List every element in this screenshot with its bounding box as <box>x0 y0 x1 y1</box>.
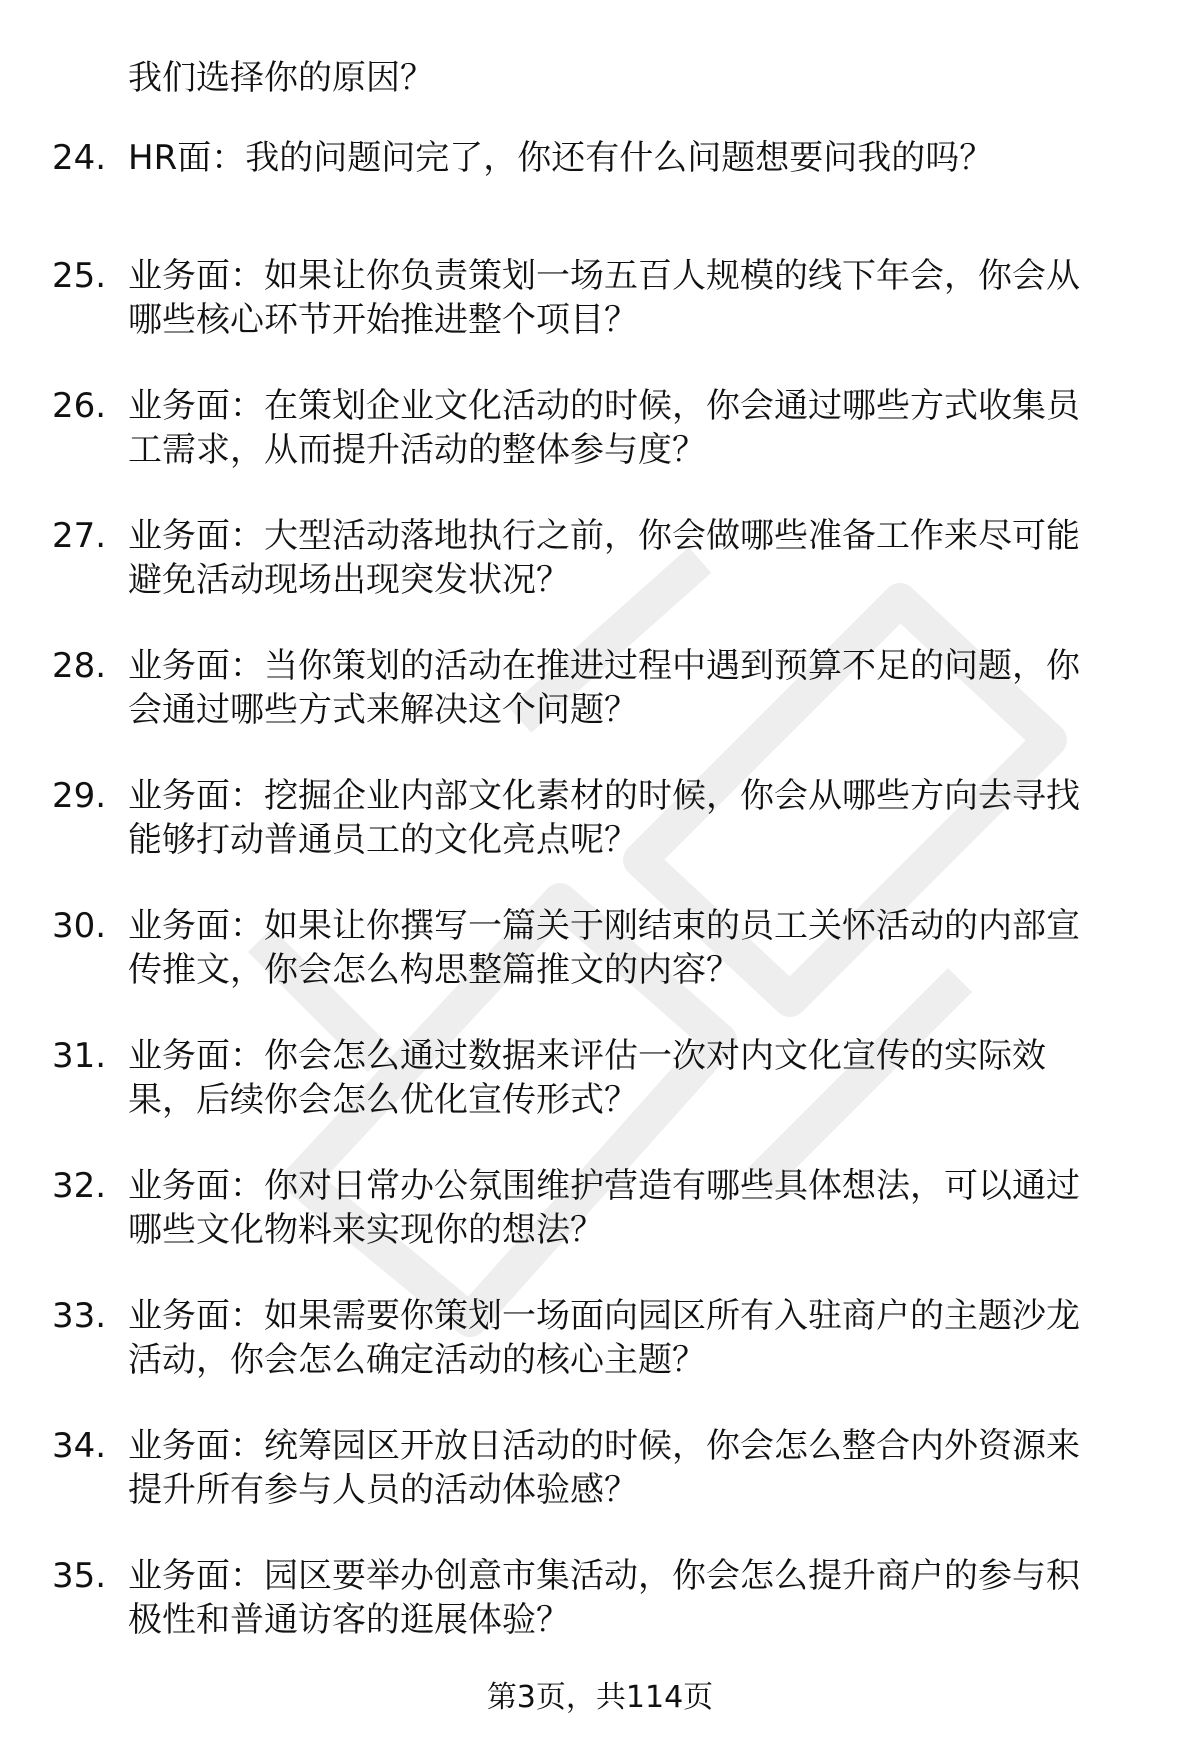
page-indicator: 第3页，共114页 <box>486 1680 714 1715</box>
question-number: 27. <box>52 516 107 556</box>
question-number: 35. <box>52 1556 107 1596</box>
question-line: 避免活动现场出现突发状况？ <box>128 560 570 600</box>
question-number: 29. <box>52 776 107 816</box>
question-number: 32. <box>52 1166 107 1206</box>
question-text <box>128 514 1148 602</box>
question-number: 25. <box>52 256 107 296</box>
question-line: 业务面：园区要举办创意市集活动，你会怎么提升商户的参与积 <box>128 1556 1080 1596</box>
question-number: 31. <box>52 1036 107 1076</box>
question-line: 业务面：大型活动落地执行之前，你会做哪些准备工作来尽可能 <box>128 516 1080 556</box>
lead-line: 我们选择你的原因？ <box>128 58 434 98</box>
question-line: 提升所有参与人员的活动体验感？ <box>128 1470 638 1510</box>
question-item <box>0 254 1200 384</box>
question-text <box>128 136 1148 180</box>
question-item <box>0 1164 1200 1294</box>
question-line: 业务面：统筹园区开放日活动的时候，你会怎么整合内外资源来 <box>128 1426 1080 1466</box>
question-line: 业务面：如果让你负责策划一场五百人规模的线下年会，你会从 <box>128 256 1080 296</box>
question-line: 果，后续你会怎么优化宣传形式？ <box>128 1080 638 1120</box>
question-list <box>0 136 1200 1684</box>
question-item <box>0 774 1200 904</box>
question-line: 活动，你会怎么确定活动的核心主题？ <box>128 1340 706 1380</box>
question-line: 业务面：挖掘企业内部文化素材的时候，你会从哪些方向去寻找 <box>128 776 1080 816</box>
question-text <box>128 384 1148 472</box>
question-item <box>0 1554 1200 1684</box>
question-text <box>128 1294 1148 1382</box>
question-line: 传推文，你会怎么构思整篇推文的内容？ <box>128 950 740 990</box>
question-line: 极性和普通访客的逛展体验？ <box>128 1600 570 1640</box>
question-number: 26. <box>52 386 107 426</box>
question-text <box>128 644 1148 732</box>
question-line: 业务面：你会怎么通过数据来评估一次对内文化宣传的实际效 <box>128 1036 1046 1076</box>
question-number: 24. <box>52 138 107 178</box>
question-line: 业务面：当你策划的活动在推进过程中遇到预算不足的问题，你 <box>128 646 1080 686</box>
question-number: 30. <box>52 906 107 946</box>
question-number: 33. <box>52 1296 107 1336</box>
question-line: 会通过哪些方式来解决这个问题？ <box>128 690 638 730</box>
question-line: HR面：我的问题问完了，你还有什么问题想要问我的吗？ <box>128 138 994 178</box>
question-line: 哪些核心环节开始推进整个项目？ <box>128 300 638 340</box>
question-text <box>128 904 1148 992</box>
question-line: 能够打动普通员工的文化亮点呢？ <box>128 820 638 860</box>
question-item <box>0 1424 1200 1554</box>
question-text <box>128 774 1148 862</box>
question-item <box>0 644 1200 774</box>
question-line: 业务面：如果让你撰写一篇关于刚结束的员工关怀活动的内部宣 <box>128 906 1080 946</box>
question-line: 业务面：你对日常办公氛围维护营造有哪些具体想法，可以通过 <box>128 1166 1080 1206</box>
question-item <box>0 1294 1200 1424</box>
question-number: 28. <box>52 646 107 686</box>
question-text <box>128 1034 1148 1122</box>
question-line: 哪些文化物料来实现你的想法？ <box>128 1210 604 1250</box>
question-number: 34. <box>52 1426 107 1466</box>
question-line: 工需求，从而提升活动的整体参与度？ <box>128 430 706 470</box>
question-line: 业务面：如果需要你策划一场面向园区所有入驻商户的主题沙龙 <box>128 1296 1080 1336</box>
question-text <box>128 1554 1148 1642</box>
question-item <box>0 384 1200 514</box>
question-text <box>128 1164 1148 1252</box>
question-item <box>0 136 1200 254</box>
question-line: 业务面：在策划企业文化活动的时候，你会通过哪些方式收集员 <box>128 386 1080 426</box>
question-item <box>0 514 1200 644</box>
question-text <box>128 1424 1148 1512</box>
question-text <box>128 254 1148 342</box>
question-item <box>0 1034 1200 1164</box>
question-item <box>0 904 1200 1034</box>
